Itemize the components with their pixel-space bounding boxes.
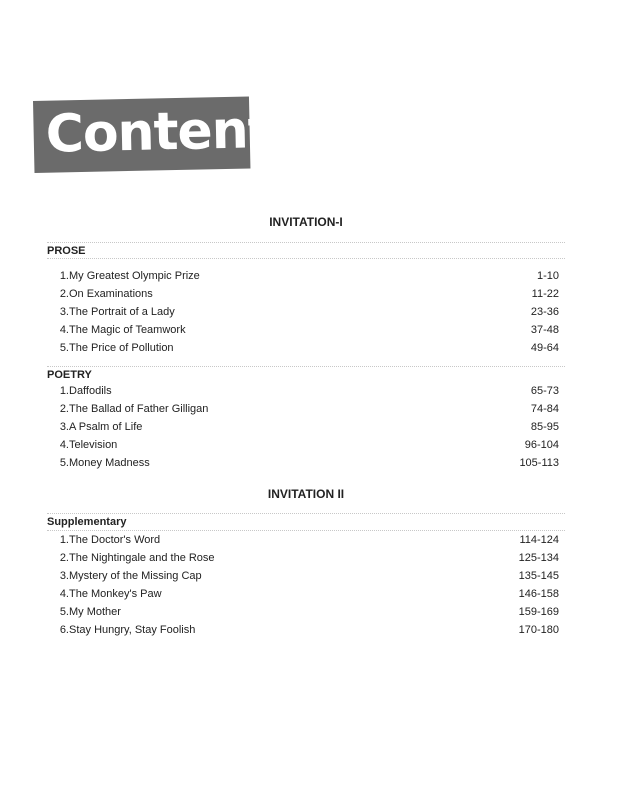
- section-heading-prose: PROSE: [47, 245, 86, 257]
- entry-title: A Psalm of Life: [69, 421, 143, 433]
- entry-pages: 11-22: [531, 288, 559, 300]
- toc-entry[interactable]: [47, 570, 565, 584]
- entry-title: The Monkey's Paw: [69, 588, 162, 600]
- entry-number: 1.: [59, 270, 69, 282]
- entry-title: My Greatest Olympic Prize: [69, 270, 200, 282]
- entry-title: My Mother: [69, 606, 121, 618]
- contents-heading-box: [33, 96, 303, 173]
- entry-number: 4.: [59, 324, 69, 336]
- entry-number: 3.: [59, 306, 69, 318]
- entry-number: 2.: [59, 552, 69, 564]
- toc-entry[interactable]: [47, 324, 565, 338]
- entry-number: 3.: [59, 570, 69, 582]
- entry-number: 1.: [59, 385, 69, 397]
- entry-number: 1.: [59, 534, 69, 546]
- section-heading-poetry: POETRY: [47, 369, 92, 381]
- entry-pages: 135-145: [518, 570, 559, 582]
- entry-pages: 114-124: [519, 534, 559, 546]
- entry-number: 5.: [59, 342, 69, 354]
- toc-entry[interactable]: [47, 306, 565, 320]
- entry-pages: 85-95: [530, 421, 559, 433]
- entry-title: Stay Hungry, Stay Foolish: [69, 624, 196, 636]
- entry-pages: 170-180: [518, 624, 559, 636]
- toc-entry[interactable]: [47, 270, 565, 284]
- toc-entry[interactable]: [47, 342, 565, 356]
- entry-title: The Portrait of a Lady: [69, 306, 175, 318]
- divider: [47, 513, 565, 514]
- entry-title: Mystery of the Missing Cap: [69, 570, 202, 582]
- toc-entry[interactable]: [47, 403, 565, 417]
- part-title-invitation-1: INVITATION-I: [269, 215, 343, 229]
- entry-pages: 65-73: [530, 385, 559, 397]
- entry-pages: 49-64: [530, 342, 559, 354]
- toc-entry[interactable]: [47, 624, 565, 638]
- toc-entry[interactable]: [47, 534, 565, 548]
- entry-pages: 74-84: [530, 403, 559, 415]
- page-title: Contents: [45, 99, 303, 165]
- entry-pages: 146-158: [518, 588, 559, 600]
- entry-title: The Magic of Teamwork: [69, 324, 186, 336]
- toc-entry[interactable]: [47, 552, 565, 566]
- entry-number: 5.: [59, 457, 69, 469]
- entry-pages: 1-10: [536, 270, 559, 282]
- toc-entry[interactable]: [47, 606, 565, 620]
- divider: [47, 242, 565, 243]
- entry-number: 3.: [59, 421, 69, 433]
- entry-number: 4.: [59, 439, 69, 451]
- entry-pages: 105-113: [519, 457, 559, 469]
- divider: [47, 530, 565, 531]
- toc-entry[interactable]: [47, 588, 565, 602]
- entry-number: 2.: [59, 403, 69, 415]
- toc-entry[interactable]: [47, 457, 565, 471]
- entry-title: The Price of Pollution: [69, 342, 174, 354]
- divider: [47, 366, 565, 367]
- entry-number: 2.: [59, 288, 69, 300]
- entry-number: 4.: [59, 588, 69, 600]
- toc-entry[interactable]: [47, 385, 565, 399]
- entry-title: The Nightingale and the Rose: [69, 552, 215, 564]
- entry-number: 5.: [59, 606, 69, 618]
- entry-pages: 96-104: [524, 439, 559, 451]
- entry-pages: 125-134: [518, 552, 559, 564]
- entry-title: On Examinations: [69, 288, 153, 300]
- entry-number: 6.: [59, 624, 69, 636]
- toc-entry[interactable]: [47, 421, 565, 435]
- section-heading-supplementary: Supplementary: [47, 516, 127, 528]
- entry-pages: 159-169: [518, 606, 559, 618]
- toc-entry[interactable]: [47, 439, 565, 453]
- entry-pages: 23-36: [530, 306, 559, 318]
- toc-entry[interactable]: [47, 288, 565, 302]
- entry-title: Television: [69, 439, 118, 451]
- entry-pages: 37-48: [530, 324, 559, 336]
- entry-title: The Doctor's Word: [69, 534, 161, 546]
- entry-title: Money Madness: [69, 457, 150, 469]
- entry-title: Daffodils: [69, 385, 112, 397]
- divider: [47, 258, 565, 259]
- entry-title: The Ballad of Father Gilligan: [69, 403, 209, 415]
- part-title-invitation-2: INVITATION II: [267, 487, 345, 501]
